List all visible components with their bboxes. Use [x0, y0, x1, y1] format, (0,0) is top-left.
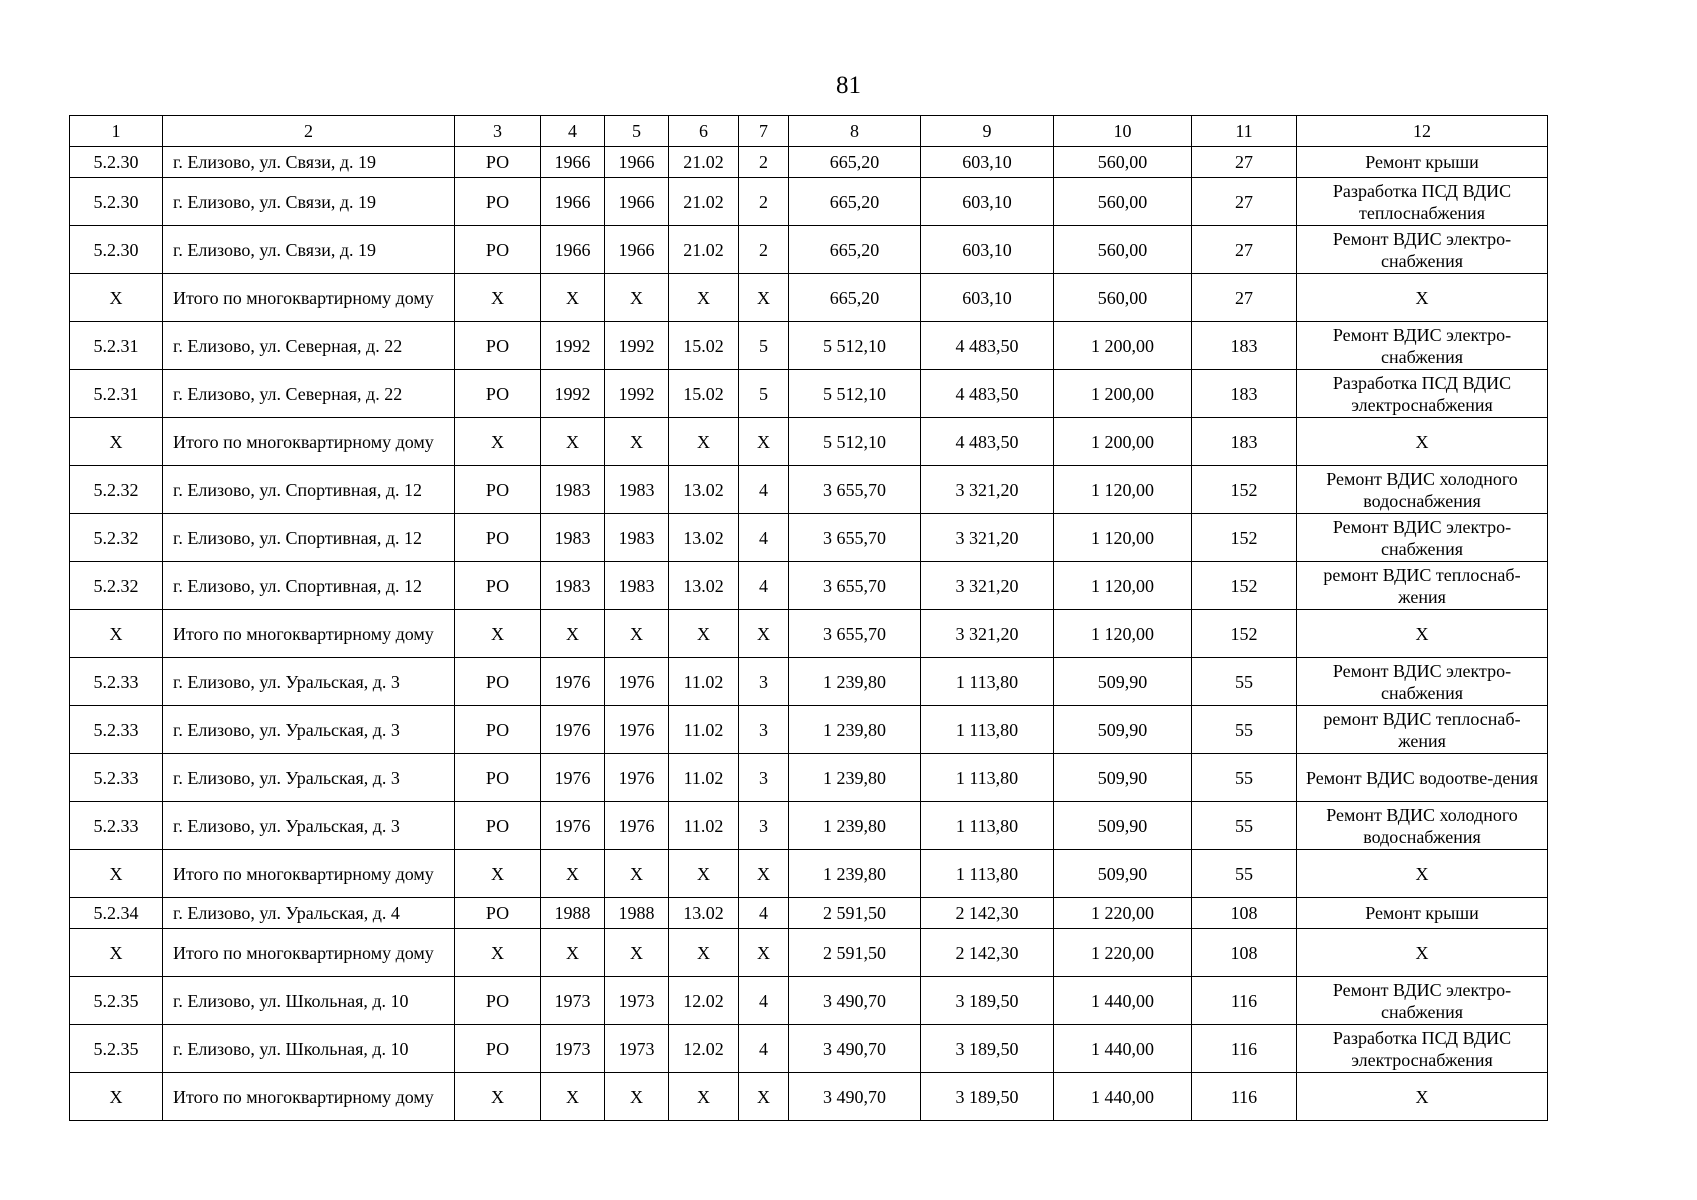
item-number-cell: 5.2.30 [70, 226, 163, 274]
residents-cell: 152 [1192, 466, 1297, 514]
construction-year-cell: Х [541, 610, 605, 658]
living-area-cell: 1 113,80 [921, 802, 1054, 850]
table-row [70, 977, 1548, 1025]
work-type-cell: Х [1297, 610, 1548, 658]
residents-cell: 108 [1192, 929, 1297, 977]
work-type-cell: Х [1297, 418, 1548, 466]
subtotal-row [70, 274, 1548, 322]
commissioning-year-cell: Х [605, 274, 669, 322]
address-cell: г. Елизово, ул. Связи, д. 19 [163, 226, 455, 274]
table-row [70, 1025, 1548, 1073]
commissioning-year-cell: 1983 [605, 466, 669, 514]
item-number-cell: 5.2.30 [70, 147, 163, 178]
construction-year-cell: Х [541, 1073, 605, 1121]
residents-cell: 183 [1192, 418, 1297, 466]
construction-year-cell: 1983 [541, 514, 605, 562]
work-type-cell: ремонт ВДИС теплоснаб-жения [1297, 706, 1548, 754]
construction-year-cell: Х [541, 929, 605, 977]
residents-cell: 116 [1192, 1073, 1297, 1121]
total-area-cell: 5 512,10 [789, 370, 921, 418]
living-area-cell: 3 321,20 [921, 610, 1054, 658]
item-number-cell: Х [70, 850, 163, 898]
wall-material-cell: Х [669, 418, 739, 466]
unit-cost-cell: 1 120,00 [1054, 562, 1192, 610]
work-type-cell: Ремонт крыши [1297, 898, 1548, 929]
work-type-cell: Ремонт крыши [1297, 147, 1548, 178]
program-code-cell: РО [455, 977, 541, 1025]
work-type-cell: Ремонт ВДИС электро-снабжения [1297, 977, 1548, 1025]
commissioning-year-cell: Х [605, 850, 669, 898]
table-row [70, 466, 1548, 514]
table-row [70, 562, 1548, 610]
item-number-cell: 5.2.33 [70, 802, 163, 850]
address-cell: г. Елизово, ул. Уральская, д. 3 [163, 658, 455, 706]
floors-cell: 5 [739, 370, 789, 418]
table-row [70, 802, 1548, 850]
header-cell: 5 [605, 116, 669, 147]
wall-material-cell: 12.02 [669, 1025, 739, 1073]
program-code-cell: Х [455, 274, 541, 322]
total-area-cell: 1 239,80 [789, 802, 921, 850]
wall-material-cell: 21.02 [669, 178, 739, 226]
table-row [70, 514, 1548, 562]
address-cell: г. Елизово, ул. Спортивная, д. 12 [163, 466, 455, 514]
residents-cell: 152 [1192, 610, 1297, 658]
table-row [70, 178, 1548, 226]
address-cell: г. Елизово, ул. Уральская, д. 4 [163, 898, 455, 929]
item-number-cell: 5.2.33 [70, 706, 163, 754]
work-type-cell: Ремонт ВДИС электро-снабжения [1297, 322, 1548, 370]
construction-year-cell: 1976 [541, 802, 605, 850]
wall-material-cell: 15.02 [669, 322, 739, 370]
wall-material-cell: 12.02 [669, 977, 739, 1025]
floors-cell: 4 [739, 466, 789, 514]
living-area-cell: 603,10 [921, 147, 1054, 178]
living-area-cell: 3 321,20 [921, 562, 1054, 610]
header-cell: 10 [1054, 116, 1192, 147]
residents-cell: 108 [1192, 898, 1297, 929]
program-code-cell: РО [455, 370, 541, 418]
table-row [70, 706, 1548, 754]
construction-year-cell: 1966 [541, 226, 605, 274]
total-area-cell: 665,20 [789, 178, 921, 226]
address-cell: г. Елизово, ул. Уральская, д. 3 [163, 802, 455, 850]
living-area-cell: 1 113,80 [921, 658, 1054, 706]
commissioning-year-cell: Х [605, 610, 669, 658]
construction-year-cell: 1988 [541, 898, 605, 929]
item-number-cell: 5.2.34 [70, 898, 163, 929]
item-number-cell: Х [70, 929, 163, 977]
construction-year-cell: 1973 [541, 977, 605, 1025]
page-number: 81 [836, 72, 861, 99]
work-type-cell: Х [1297, 850, 1548, 898]
address-cell: г. Елизово, ул. Уральская, д. 3 [163, 754, 455, 802]
item-number-cell: 5.2.32 [70, 514, 163, 562]
capital-repair-table [69, 115, 1548, 1121]
construction-year-cell: 1976 [541, 658, 605, 706]
commissioning-year-cell: 1966 [605, 178, 669, 226]
commissioning-year-cell: 1983 [605, 562, 669, 610]
total-area-cell: 3 490,70 [789, 1025, 921, 1073]
total-area-cell: 5 512,10 [789, 418, 921, 466]
item-number-cell: Х [70, 274, 163, 322]
floors-cell: 3 [739, 754, 789, 802]
item-number-cell: Х [70, 1073, 163, 1121]
total-area-cell: 665,20 [789, 274, 921, 322]
header-cell: 6 [669, 116, 739, 147]
residents-cell: 152 [1192, 562, 1297, 610]
item-number-cell: 5.2.33 [70, 658, 163, 706]
subtotal-row [70, 929, 1548, 977]
wall-material-cell: Х [669, 274, 739, 322]
program-code-cell: Х [455, 1073, 541, 1121]
address-cell: г. Елизово, ул. Связи, д. 19 [163, 178, 455, 226]
work-type-cell: Х [1297, 274, 1548, 322]
living-area-cell: 1 113,80 [921, 706, 1054, 754]
header-cell: 3 [455, 116, 541, 147]
unit-cost-cell: 560,00 [1054, 147, 1192, 178]
floors-cell: 4 [739, 898, 789, 929]
address-cell: Итого по многоквартирному дому [163, 1073, 455, 1121]
total-area-cell: 1 239,80 [789, 754, 921, 802]
program-code-cell: РО [455, 466, 541, 514]
floors-cell: 4 [739, 977, 789, 1025]
residents-cell: 183 [1192, 322, 1297, 370]
item-number-cell: 5.2.33 [70, 754, 163, 802]
residents-cell: 183 [1192, 370, 1297, 418]
work-type-cell: Ремонт ВДИС водоотве-дения [1297, 754, 1548, 802]
work-type-cell: Х [1297, 929, 1548, 977]
address-cell: Итого по многоквартирному дому [163, 610, 455, 658]
program-code-cell: РО [455, 898, 541, 929]
construction-year-cell: 1992 [541, 370, 605, 418]
living-area-cell: 3 189,50 [921, 977, 1054, 1025]
floors-cell: Х [739, 418, 789, 466]
wall-material-cell: 21.02 [669, 226, 739, 274]
wall-material-cell: Х [669, 1073, 739, 1121]
floors-cell: 4 [739, 562, 789, 610]
construction-year-cell: 1966 [541, 178, 605, 226]
item-number-cell: 5.2.31 [70, 322, 163, 370]
unit-cost-cell: 1 200,00 [1054, 322, 1192, 370]
floors-cell: 5 [739, 322, 789, 370]
unit-cost-cell: 1 200,00 [1054, 418, 1192, 466]
construction-year-cell: 1976 [541, 754, 605, 802]
address-cell: Итого по многоквартирному дому [163, 850, 455, 898]
commissioning-year-cell: Х [605, 418, 669, 466]
work-type-cell: Ремонт ВДИС электро-снабжения [1297, 658, 1548, 706]
item-number-cell: 5.2.32 [70, 562, 163, 610]
commissioning-year-cell: 1983 [605, 514, 669, 562]
unit-cost-cell: 1 440,00 [1054, 977, 1192, 1025]
residents-cell: 27 [1192, 178, 1297, 226]
wall-material-cell: Х [669, 850, 739, 898]
total-area-cell: 1 239,80 [789, 658, 921, 706]
table-row [70, 322, 1548, 370]
program-code-cell: РО [455, 562, 541, 610]
unit-cost-cell: 509,90 [1054, 706, 1192, 754]
unit-cost-cell: 1 120,00 [1054, 514, 1192, 562]
work-type-cell: Х [1297, 1073, 1548, 1121]
residents-cell: 27 [1192, 226, 1297, 274]
living-area-cell: 2 142,30 [921, 929, 1054, 977]
commissioning-year-cell: 1992 [605, 370, 669, 418]
address-cell: г. Елизово, ул. Уральская, д. 3 [163, 706, 455, 754]
total-area-cell: 2 591,50 [789, 929, 921, 977]
total-area-cell: 3 655,70 [789, 514, 921, 562]
program-code-cell: РО [455, 802, 541, 850]
header-cell: 4 [541, 116, 605, 147]
commissioning-year-cell: 1988 [605, 898, 669, 929]
living-area-cell: 603,10 [921, 274, 1054, 322]
address-cell: г. Елизово, ул. Спортивная, д. 12 [163, 562, 455, 610]
program-code-cell: РО [455, 322, 541, 370]
work-type-cell: Разработка ПСД ВДИС теплоснабжения [1297, 178, 1548, 226]
living-area-cell: 603,10 [921, 178, 1054, 226]
unit-cost-cell: 509,90 [1054, 754, 1192, 802]
program-code-cell: РО [455, 1025, 541, 1073]
header-cell: 1 [70, 116, 163, 147]
total-area-cell: 3 655,70 [789, 562, 921, 610]
residents-cell: 55 [1192, 802, 1297, 850]
floors-cell: Х [739, 929, 789, 977]
living-area-cell: 4 483,50 [921, 370, 1054, 418]
residents-cell: 55 [1192, 850, 1297, 898]
wall-material-cell: 13.02 [669, 514, 739, 562]
unit-cost-cell: 1 120,00 [1054, 610, 1192, 658]
address-cell: Итого по многоквартирному дому [163, 274, 455, 322]
column-number-header-row [70, 116, 1548, 147]
unit-cost-cell: 560,00 [1054, 178, 1192, 226]
program-code-cell: Х [455, 418, 541, 466]
unit-cost-cell: 1 120,00 [1054, 466, 1192, 514]
commissioning-year-cell: 1966 [605, 226, 669, 274]
floors-cell: Х [739, 610, 789, 658]
floors-cell: 4 [739, 1025, 789, 1073]
header-cell: 8 [789, 116, 921, 147]
total-area-cell: 5 512,10 [789, 322, 921, 370]
work-type-cell: Разработка ПСД ВДИС электроснабжения [1297, 370, 1548, 418]
unit-cost-cell: 1 440,00 [1054, 1073, 1192, 1121]
work-type-cell: Разработка ПСД ВДИС электроснабжения [1297, 1025, 1548, 1073]
subtotal-row [70, 610, 1548, 658]
header-cell: 11 [1192, 116, 1297, 147]
floors-cell: 3 [739, 706, 789, 754]
program-code-cell: РО [455, 226, 541, 274]
table-row [70, 754, 1548, 802]
commissioning-year-cell: 1973 [605, 977, 669, 1025]
commissioning-year-cell: 1992 [605, 322, 669, 370]
subtotal-row [70, 418, 1548, 466]
construction-year-cell: Х [541, 274, 605, 322]
living-area-cell: 1 113,80 [921, 850, 1054, 898]
living-area-cell: 1 113,80 [921, 754, 1054, 802]
subtotal-row [70, 850, 1548, 898]
construction-year-cell: 1983 [541, 562, 605, 610]
wall-material-cell: 11.02 [669, 706, 739, 754]
floors-cell: 2 [739, 178, 789, 226]
program-code-cell: Х [455, 929, 541, 977]
program-code-cell: Х [455, 610, 541, 658]
commissioning-year-cell: 1976 [605, 802, 669, 850]
item-number-cell: 5.2.35 [70, 977, 163, 1025]
wall-material-cell: 21.02 [669, 147, 739, 178]
commissioning-year-cell: Х [605, 929, 669, 977]
header-cell: 2 [163, 116, 455, 147]
wall-material-cell: 13.02 [669, 562, 739, 610]
living-area-cell: 3 321,20 [921, 514, 1054, 562]
unit-cost-cell: 1 220,00 [1054, 929, 1192, 977]
commissioning-year-cell: 1966 [605, 147, 669, 178]
unit-cost-cell: 509,90 [1054, 802, 1192, 850]
wall-material-cell: 13.02 [669, 898, 739, 929]
construction-year-cell: 1973 [541, 1025, 605, 1073]
header-cell: 12 [1297, 116, 1548, 147]
item-number-cell: 5.2.35 [70, 1025, 163, 1073]
item-number-cell: Х [70, 610, 163, 658]
commissioning-year-cell: 1976 [605, 658, 669, 706]
table-row [70, 147, 1548, 178]
floors-cell: 3 [739, 658, 789, 706]
total-area-cell: 3 490,70 [789, 977, 921, 1025]
item-number-cell: 5.2.30 [70, 178, 163, 226]
commissioning-year-cell: Х [605, 1073, 669, 1121]
commissioning-year-cell: 1973 [605, 1025, 669, 1073]
total-area-cell: 1 239,80 [789, 850, 921, 898]
unit-cost-cell: 560,00 [1054, 226, 1192, 274]
living-area-cell: 4 483,50 [921, 418, 1054, 466]
residents-cell: 116 [1192, 1025, 1297, 1073]
total-area-cell: 1 239,80 [789, 706, 921, 754]
program-code-cell: Х [455, 850, 541, 898]
address-cell: г. Елизово, ул. Северная, д. 22 [163, 370, 455, 418]
residents-cell: 55 [1192, 658, 1297, 706]
program-code-cell: РО [455, 514, 541, 562]
commissioning-year-cell: 1976 [605, 706, 669, 754]
total-area-cell: 3 490,70 [789, 1073, 921, 1121]
wall-material-cell: 11.02 [669, 754, 739, 802]
floors-cell: Х [739, 1073, 789, 1121]
residents-cell: 27 [1192, 274, 1297, 322]
program-code-cell: РО [455, 178, 541, 226]
construction-year-cell: 1992 [541, 322, 605, 370]
table-row [70, 226, 1548, 274]
table-row [70, 658, 1548, 706]
address-cell: г. Елизово, ул. Связи, д. 19 [163, 147, 455, 178]
table-row [70, 370, 1548, 418]
header-cell: 7 [739, 116, 789, 147]
construction-year-cell: 1983 [541, 466, 605, 514]
unit-cost-cell: 560,00 [1054, 274, 1192, 322]
unit-cost-cell: 509,90 [1054, 850, 1192, 898]
residents-cell: 55 [1192, 706, 1297, 754]
wall-material-cell: 11.02 [669, 802, 739, 850]
subtotal-row [70, 1073, 1548, 1121]
header-cell: 9 [921, 116, 1054, 147]
construction-year-cell: 1976 [541, 706, 605, 754]
living-area-cell: 3 189,50 [921, 1025, 1054, 1073]
work-type-cell: Ремонт ВДИС электро-снабжения [1297, 514, 1548, 562]
total-area-cell: 665,20 [789, 226, 921, 274]
address-cell: Итого по многоквартирному дому [163, 929, 455, 977]
table-row [70, 898, 1548, 929]
address-cell: г. Елизово, ул. Школьная, д. 10 [163, 1025, 455, 1073]
total-area-cell: 665,20 [789, 147, 921, 178]
wall-material-cell: 11.02 [669, 658, 739, 706]
unit-cost-cell: 1 440,00 [1054, 1025, 1192, 1073]
floors-cell: Х [739, 850, 789, 898]
address-cell: Итого по многоквартирному дому [163, 418, 455, 466]
unit-cost-cell: 1 200,00 [1054, 370, 1192, 418]
wall-material-cell: Х [669, 610, 739, 658]
living-area-cell: 2 142,30 [921, 898, 1054, 929]
floors-cell: 2 [739, 147, 789, 178]
address-cell: г. Елизово, ул. Школьная, д. 10 [163, 977, 455, 1025]
program-code-cell: РО [455, 706, 541, 754]
work-type-cell: Ремонт ВДИС холодного водоснабжения [1297, 802, 1548, 850]
unit-cost-cell: 1 220,00 [1054, 898, 1192, 929]
item-number-cell: 5.2.32 [70, 466, 163, 514]
floors-cell: 4 [739, 514, 789, 562]
address-cell: г. Елизово, ул. Спортивная, д. 12 [163, 514, 455, 562]
living-area-cell: 3 321,20 [921, 466, 1054, 514]
residents-cell: 27 [1192, 147, 1297, 178]
work-type-cell: Ремонт ВДИС холодного водоснабжения [1297, 466, 1548, 514]
program-code-cell: РО [455, 658, 541, 706]
table-body [70, 116, 1548, 1121]
commissioning-year-cell: 1976 [605, 754, 669, 802]
unit-cost-cell: 509,90 [1054, 658, 1192, 706]
work-type-cell: Ремонт ВДИС электро-снабжения [1297, 226, 1548, 274]
residents-cell: 152 [1192, 514, 1297, 562]
program-code-cell: РО [455, 147, 541, 178]
wall-material-cell: Х [669, 929, 739, 977]
program-code-cell: РО [455, 754, 541, 802]
wall-material-cell: 15.02 [669, 370, 739, 418]
total-area-cell: 2 591,50 [789, 898, 921, 929]
living-area-cell: 4 483,50 [921, 322, 1054, 370]
floors-cell: 3 [739, 802, 789, 850]
item-number-cell: Х [70, 418, 163, 466]
construction-year-cell: 1966 [541, 147, 605, 178]
total-area-cell: 3 655,70 [789, 610, 921, 658]
wall-material-cell: 13.02 [669, 466, 739, 514]
floors-cell: 2 [739, 226, 789, 274]
construction-year-cell: Х [541, 418, 605, 466]
residents-cell: 55 [1192, 754, 1297, 802]
floors-cell: Х [739, 274, 789, 322]
item-number-cell: 5.2.31 [70, 370, 163, 418]
address-cell: г. Елизово, ул. Северная, д. 22 [163, 322, 455, 370]
living-area-cell: 603,10 [921, 226, 1054, 274]
construction-year-cell: Х [541, 850, 605, 898]
living-area-cell: 3 189,50 [921, 1073, 1054, 1121]
total-area-cell: 3 655,70 [789, 466, 921, 514]
residents-cell: 116 [1192, 977, 1297, 1025]
work-type-cell: ремонт ВДИС теплоснаб-жения [1297, 562, 1548, 610]
